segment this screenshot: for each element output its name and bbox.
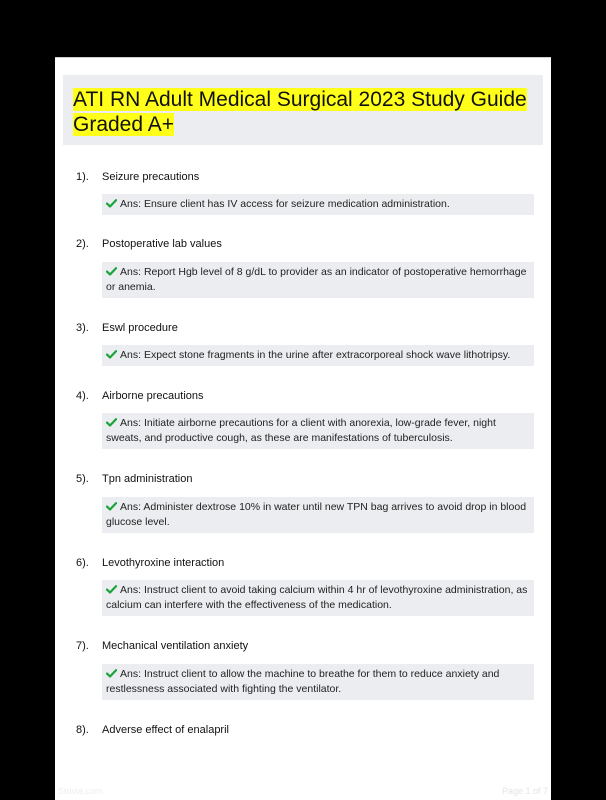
question-number: 2).: [76, 238, 89, 250]
question-text: Postoperative lab values: [102, 238, 222, 250]
title-highlight: ATI RN Adult Medical Surgical 2023 Study Guide Graded A+: [73, 88, 527, 136]
question-number: 3).: [76, 322, 89, 334]
question-text: Adverse effect of enalapril: [102, 724, 229, 736]
answer-text: Report Hgb level of 8 g/dL to provider as an indicator of postoperative hemorrhage or anemia.: [106, 266, 527, 293]
answer-prefix: Ans:: [120, 198, 144, 210]
answer-box: [102, 194, 534, 215]
document-title: [73, 87, 533, 137]
title-box: [63, 75, 543, 145]
answer-text: Instruct client to avoid taking calcium within 4 hr of levothyroxine administration, as calcium can interfere with the effectiveness of the medication.: [106, 584, 528, 611]
answer-prefix: Ans:: [120, 584, 144, 596]
answer-text: Ensure client has IV access for seizure medication administration.: [143, 198, 450, 210]
question-number: 4).: [76, 390, 89, 402]
question-text: Eswl procedure: [102, 322, 178, 334]
document-page: [55, 57, 551, 800]
question-text: Airborne precautions: [102, 390, 204, 402]
answer-box: [102, 262, 534, 298]
answer-text: Expect stone fragments in the urine after extracorporeal shock wave lithotripsy.: [143, 349, 511, 361]
checkmark-icon: [106, 267, 117, 276]
question-text: Seizure precautions: [102, 171, 200, 183]
question-number: 8).: [76, 724, 89, 736]
answer-box: [102, 497, 534, 533]
page-number: Page 1 of 7: [501, 786, 548, 796]
answer-prefix: Ans:: [120, 668, 144, 680]
answer-prefix: Ans:: [120, 266, 144, 278]
footer-watermark: Stuvia.com: [58, 786, 103, 796]
question-number: 6).: [76, 557, 89, 569]
question-number: 1).: [76, 171, 89, 183]
page-top-border: [55, 57, 551, 58]
checkmark-icon: [106, 502, 117, 511]
answer-text: Instruct client to allow the machine to breathe for them to reduce anxiety and restlessness associated with fighting the ventilator.: [106, 668, 500, 695]
question-number: 5).: [76, 473, 89, 485]
answer-prefix: Ans:: [120, 417, 144, 429]
checkmark-icon: [106, 669, 117, 678]
checkmark-icon: [106, 418, 117, 427]
question-number: 7).: [76, 640, 89, 652]
question-text: Mechanical ventilation anxiety: [102, 640, 249, 652]
answer-text: Administer dextrose 10% in water until new TPN bag arrives to avoid drop in blood glucose level.: [106, 501, 527, 528]
answer-box: [102, 413, 534, 449]
answer-prefix: Ans:: [120, 501, 144, 513]
answer-box: [102, 664, 534, 700]
answer-box: [102, 580, 534, 616]
checkmark-icon: [106, 199, 117, 208]
question-text: Levothyroxine interaction: [102, 557, 225, 569]
checkmark-icon: [106, 350, 117, 359]
question-text: Tpn administration: [102, 473, 193, 485]
checkmark-icon: [106, 585, 117, 594]
answer-text: Initiate airborne precautions for a client with anorexia, low-grade fever, night sweats, and productive cough, as these are manifestations of tuberculosis.: [106, 417, 496, 444]
answer-prefix: Ans:: [120, 349, 144, 361]
answer-box: [102, 345, 534, 366]
